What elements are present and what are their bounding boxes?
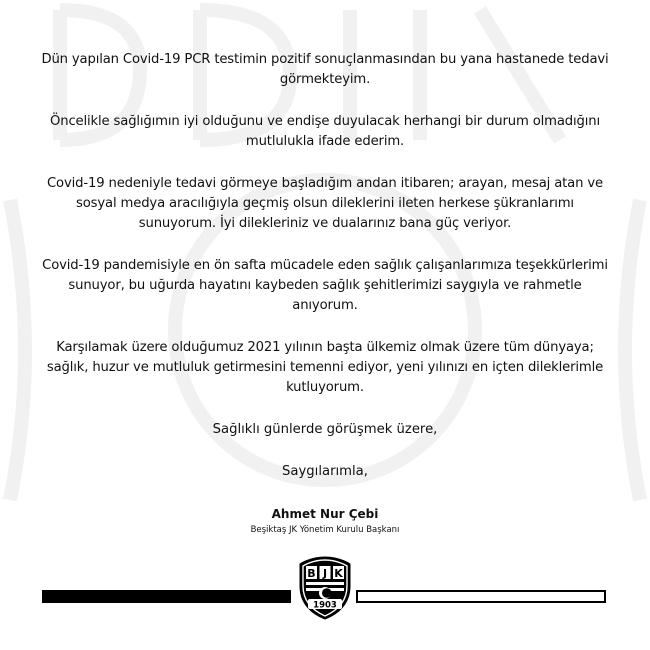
crest-letter-k: K xyxy=(334,567,343,580)
paragraph-2: Öncelikle sağlığımın iyi olduğunu ve endişe duyulacak herhangi bir durum olmadığını mutlulukla ifade ederim. xyxy=(50,114,600,149)
paragraph-4: Covid-19 pandemisiyle en ön safta mücadele eden sağlık çalışanlarımıza teşekkürlerimi sunuyor, bu uğurda hayatını kaybeden sağlık şehitlerimizi saygıyla ve rahmetle anıyorum. xyxy=(42,258,608,313)
paragraph-5: Karşılamak üzere olduğumuz 2021 yılının başta ülkemiz olmak üzere tüm dünyaya; sağlık, huzur ve mutluluk getirmesini temenni ediyor, yeni yılınızı en içten dileklerimle kutluyorum. xyxy=(46,340,604,395)
signer-title: Beşiktaş JK Yönetim Kurulu Başkanı xyxy=(250,525,400,535)
crest-year: 1903 xyxy=(313,600,337,611)
crest-letter-b: B xyxy=(307,567,316,580)
paragraph-1: Dün yapılan Covid-19 PCR testimin pozitif sonuçlanmasından bu yana hastanede tedavi görmekteyim. xyxy=(41,52,609,87)
footer-bar-left xyxy=(42,590,291,603)
footer-bar-right xyxy=(356,590,606,603)
crest-letter-j: J xyxy=(322,567,328,580)
besiktas-crest-logo xyxy=(298,556,352,620)
closing-line: Sağlıklı günlerde görüşmek üzere, xyxy=(212,422,438,437)
signer-name: Ahmet Nur Çebi xyxy=(271,507,379,521)
regards-line: Saygılarımla, xyxy=(282,464,368,479)
letter-body xyxy=(40,50,610,536)
paragraph-3: Covid-19 nedeniyle tedavi görmeye başladığım andan itibaren; arayan, mesaj atan ve sosyal medya aracılığıyla geçmiş olsun dileklerini ileten herkese şükranlarımı sunuyorum. İyi dilekleriniz ve dualarınız bana güç veriyor. xyxy=(47,176,603,231)
